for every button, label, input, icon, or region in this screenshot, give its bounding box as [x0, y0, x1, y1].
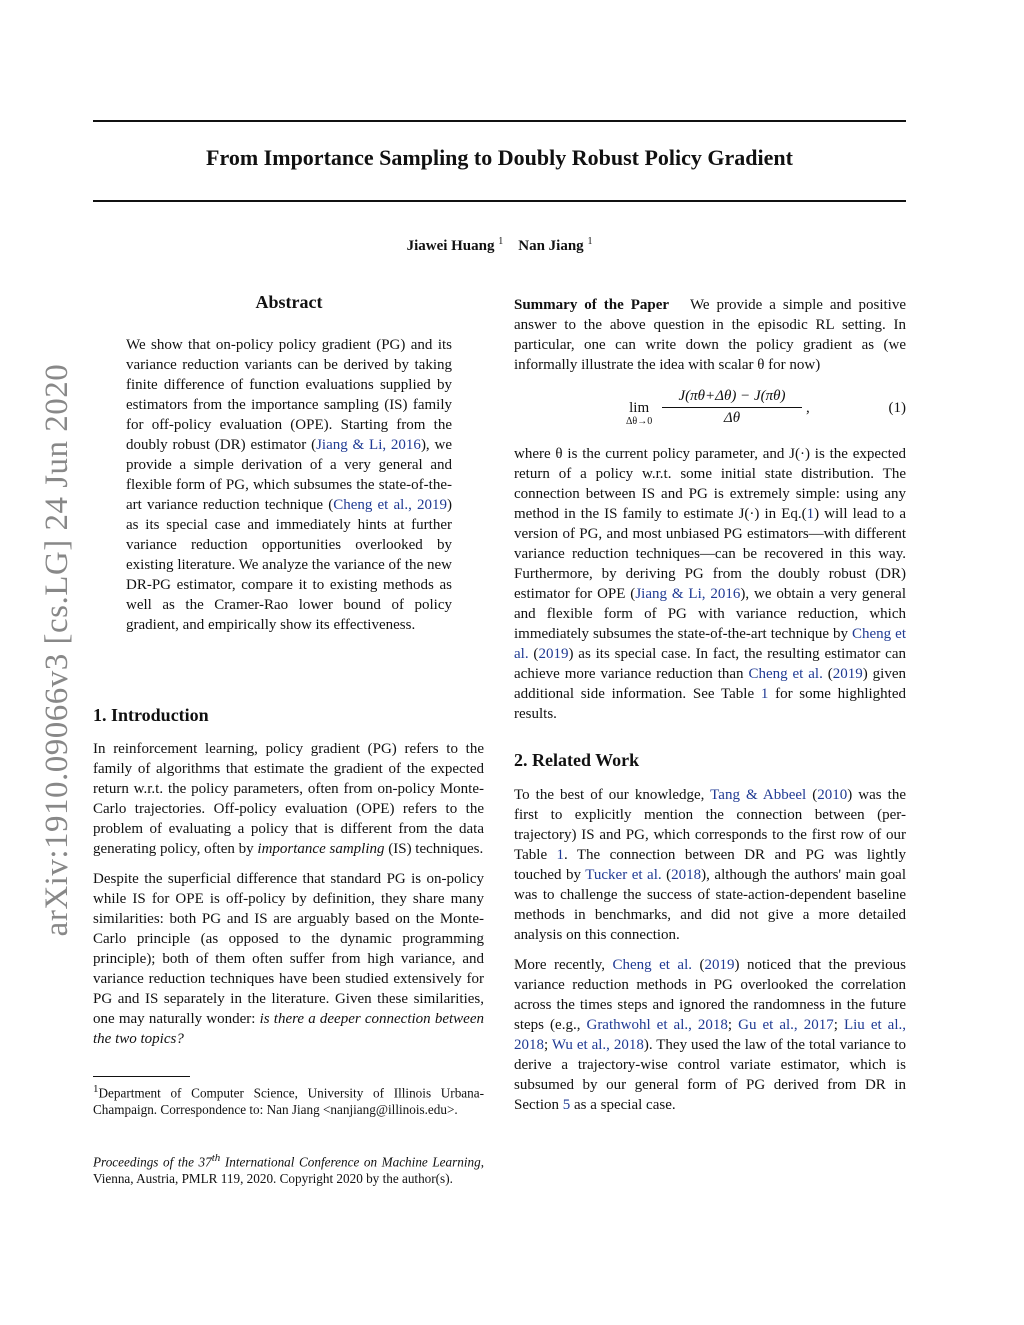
table-ref-link[interactable]: 1	[760, 686, 769, 702]
paragraph: Despite the superficial difference that standard PG is on-policy while IS for OPE is off-policy by definition, they share many similarities: both PG and IS are arguably based on the Monte-Carlo principle (as opposed to the dynamic programming principle); both of them often suffer from high variance, and variance reduction techniques have been studied extensively for PG and IS separately in the literature. Given these similarities, one may naturally wonder: is there a deeper connection between the two topics?	[93, 871, 484, 1047]
citation-link[interactable]: Wu et al., 2018	[551, 1037, 644, 1053]
abstract-heading: Abstract	[255, 292, 323, 312]
introduction-body	[93, 739, 484, 1049]
equation-numerator: J(πθ+Δθ) − J(πθ)	[662, 388, 802, 408]
citation-year-link[interactable]: 2018	[671, 867, 702, 883]
arxiv-stamp: arXiv:1910.09066v3 [cs.LG] 24 Jun 2020	[39, 363, 75, 937]
introduction-heading: 1. Introduction	[93, 705, 209, 725]
citation-link[interactable]: Liu et al., 2018	[514, 1017, 907, 1053]
citation-link[interactable]: Gu et al., 2017	[738, 1017, 834, 1033]
related-work-heading: 2. Related Work	[514, 750, 640, 770]
summary-continued: where θ is the current policy parameter, and J(·) is the expected return of a policy w.r.t. some initial state distribution. The connection between IS and PG is extremely simple: using any method in the IS family to estimate J(·) in Eq.(1) will lead to a version of PG, and most unbiased PG estimators—with different variance reduction techniques—can be recovered in this way. Furthermore, by deriving PG from the doubly robust (DR) estimator for OPE (Jiang & Li, 2016), we obtain a very general and flexible form of PG with variance reduction, which immediately subsumes the state-of-the-art technique by Cheng et al. (2019) as its special case. In fact, the resulting estimator can achieve more variance reduction than Cheng et al. (2019) given additional side information. See Table 1 for some highlighted results.	[514, 446, 907, 722]
citation-link[interactable]: Cheng et al.	[748, 666, 823, 682]
citation-link[interactable]: Cheng et al.	[514, 626, 906, 662]
citation-year-link[interactable]: 2019	[538, 646, 569, 662]
citation-year-link[interactable]: 2010	[817, 787, 848, 803]
paragraph: More recently, Cheng et al. (2019) noticed that the previous variance reduction methods in PG overlooked the correlation across the times steps and ignored the randomness in the future steps (e.g., Grathwohl et al., 2018; Gu et al., 2017; Liu et al., 2018; Wu et al., 2018). They used the law of the total variance to derive a trajectory-wise control variate estimator, which is subsumed by our general form of PG derived from DR in Section 5 as a special case.	[514, 957, 907, 1113]
related-work-body	[514, 785, 906, 1115]
equation-ref-link[interactable]: 1	[806, 506, 815, 522]
author-name: Jiawei Huang	[406, 238, 495, 254]
equation-denominator: Δθ	[723, 410, 741, 426]
equation-number: (1)	[888, 400, 906, 416]
citation-link[interactable]: Grathwohl et al., 2018	[586, 1017, 728, 1033]
author-list	[93, 236, 906, 255]
citation-link[interactable]: Jiang & Li, 2016	[316, 437, 421, 453]
summary-paragraph: Summary of the Paper We provide a simple and positive answer to the above question in the episodic RL setting. In particular, one can write down the policy gradient as (we informally illustrate the idea with scalar θ for now)	[514, 297, 906, 373]
author-name: Nan Jiang	[518, 238, 584, 254]
footnote-rule	[93, 1076, 190, 1077]
author-affil-mark: 1	[498, 236, 504, 247]
citation-link[interactable]: Tang & Abbeel	[710, 787, 807, 803]
citation-year-link[interactable]: 2019	[704, 957, 735, 973]
table-ref-link[interactable]: 1	[556, 847, 565, 863]
citation-link[interactable]: Cheng et al., 2019	[333, 497, 447, 513]
summary-heading: Summary of the Paper	[514, 297, 670, 313]
proceedings-note: Proceedings of the 37th International Conference on Machine Learning, Vienna, Austria, PMLR 119, 2020. Copyright 2020 by the author(s).	[93, 1152, 484, 1187]
abstract-body: We show that on-policy policy gradient (PG) and its variance reduction variants can be derived by taking finite difference of function evaluations supplied by estimators from the importance sampling (IS) family for off-policy evaluation (OPE). Starting from the doubly robust (DR) estimator (Jiang & Li, 2016), we provide a simple derivation of a very general and flexible form of PG, which subsumes the state-of-the-art variance reduction technique (Cheng et al., 2019) as its special case and immediately hints at further variance reduction opportunities overlooked by existing literature. We analyze the variance of the new DR-PG estimator, compare it to existing methods as well as the Cramer-Rao lower bound of policy gradient, and empirically show its effectiveness.	[126, 337, 452, 633]
equation-1: lim Δθ→0 $\frac{J(\pi\theta+\Delta\theta) - J(\pi\theta)}{\Delta\theta}$ , (1)	[626, 388, 906, 427]
citation-link[interactable]: Tucker et al.	[585, 867, 662, 883]
author-affil-mark: 1	[587, 236, 593, 247]
section-ref-link[interactable]: 5	[562, 1097, 571, 1113]
title-bottom-rule	[93, 200, 906, 202]
affiliation-footnote: $^1$Department of Computer Science, University of Illinois Urbana-Champaign. Correspondence to: Nan Jiang <nanjiang@illinois.edu>.	[93, 1083, 484, 1118]
paragraph: In reinforcement learning, policy gradient (PG) refers to the family of algorithms that estimate the gradient of the expected return w.r.t. the policy parameters, often from on-policy Monte-Carlo trajectories. Off-policy evaluation (OPE) refers to the problem of evaluating a policy that is different from the data generating policy, often by importance sampling (IS) techniques.	[93, 741, 484, 857]
title-top-rule	[93, 120, 906, 122]
citation-link[interactable]: Jiang & Li, 2016	[635, 586, 741, 602]
paragraph: To the best of our knowledge, Tang & Abbeel (2010) was the first to explicitly mention the connection between (per-trajectory) IS and PG, which corresponds to the first row of our Table 1. The connection between DR and PG was lightly touched by Tucker et al. (2018), although the authors' main goal was to challenge the success of state-action-dependent baseline methods in benchmarks, and did not give a more detailed analysis on this connection.	[514, 787, 906, 943]
paper-title: From Importance Sampling to Doubly Robust Policy Gradient	[206, 145, 793, 170]
citation-year-link[interactable]: 2019	[832, 666, 863, 682]
citation-link[interactable]: Cheng et al.	[612, 957, 693, 973]
